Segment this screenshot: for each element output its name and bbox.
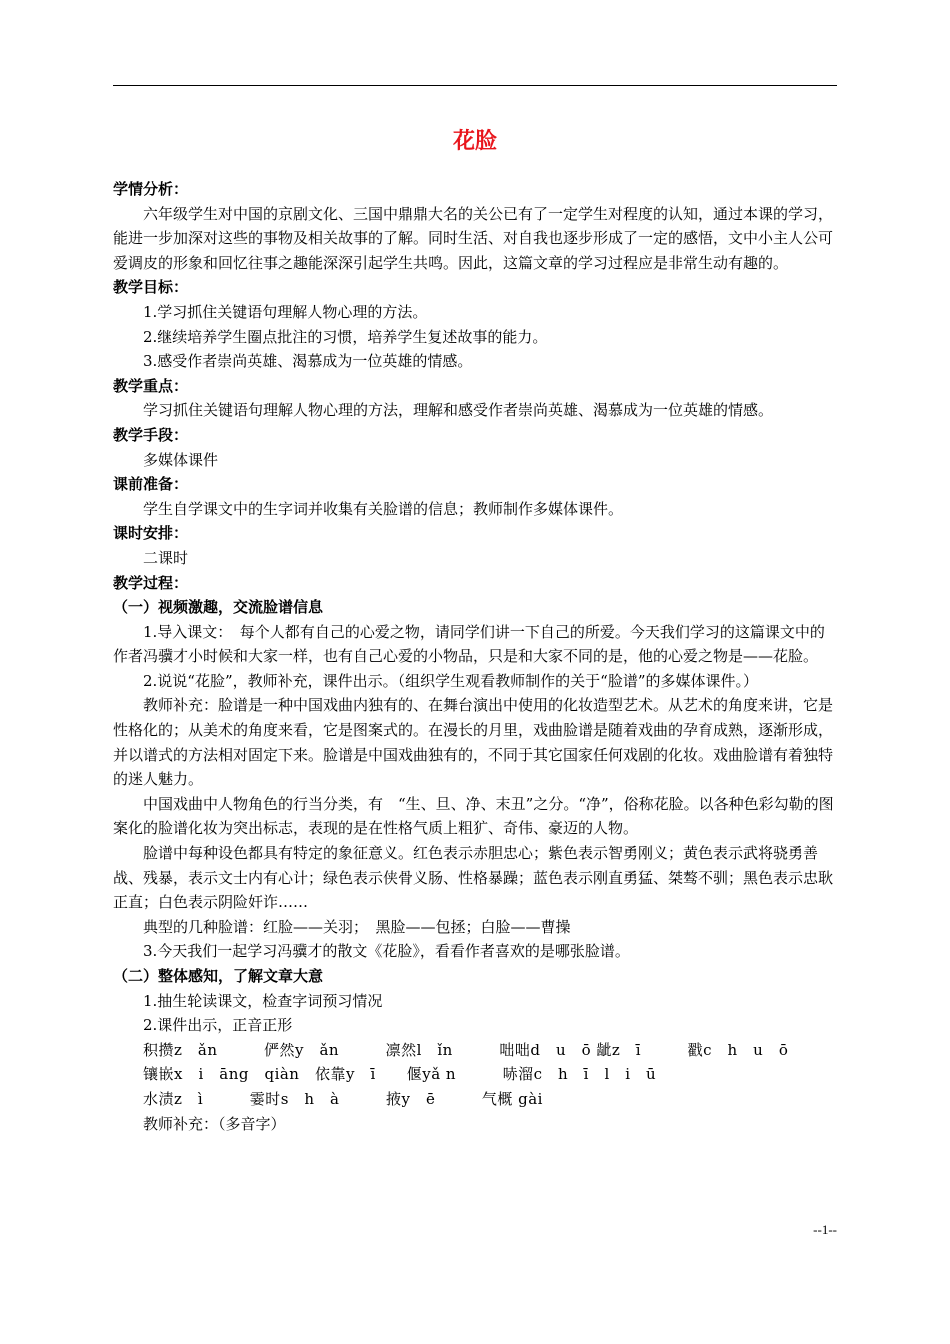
paragraph: 积攒z ǎn 俨然y ǎn 凛然l ǐn 咄咄d u ō 龇z ī 戳c h u ō: [143, 1040, 789, 1059]
paragraph: 3.今天我们一起学习冯骥才的散文《花脸》，看看作者喜欢的是哪张脸谱。: [143, 942, 630, 961]
paragraph: 中国戏曲中人物角色的行当分类，有 “生、旦、净、末丑”之分。“净”，俗称花脸。以各种色彩勾勒的图案化的脸谱化妆为突出标志，表现的是在性格气质上粗犷、奇伟、豪迈的人物。: [113, 794, 834, 838]
paragraph: 镶嵌x i āng qiàn 依靠y ī 偃yǎ n 哧溜c h ī l i ū: [143, 1065, 657, 1084]
paragraph: 水渍z ì 霎时s h à 掖y ē 气概 gài: [143, 1089, 543, 1108]
paragraph: 2.说说“花脸”，教师补充，课件出示。（组织学生观看教师制作的关于“脸谱”的多媒体课件。）: [143, 671, 758, 690]
paragraph: 典型的几种脸谱：红脸——关羽； 黑脸——包拯；白脸——曹操: [143, 917, 571, 936]
paragraph: 教师补充：脸谱是一种中国戏曲内独有的、在舞台演出中使用的化妆造型艺术。从艺术的角度来讲，它是性格化的；从美术的角度来看，它是图案式的。在漫长的月里，戏曲脸谱是随着戏曲的孕育成熟，逐渐形成，并以谱式的方法相对固定下来。脸谱是中国戏曲独有的，不同于其它国家任何戏剧的化妆。戏曲脸谱有着独特的迷人魅力。: [113, 696, 834, 789]
section-heading: 教学手段：: [113, 425, 189, 444]
paragraph: 二课时: [143, 548, 189, 567]
paragraph: 多媒体课件: [143, 450, 219, 469]
section-heading: 教学目标：: [113, 278, 189, 297]
paragraph: 1.导入课文： 每个人都有自己的心爱之物，请同学们讲一下自己的所爱。今天我们学习的这篇课文中的作者冯骥才小时候和大家一样，也有自己心爱的小物品，只是和大家不同的是，他的心爱之物是——花脸。: [113, 622, 825, 666]
document-body: [113, 177, 837, 1136]
header-rule: [113, 85, 837, 86]
section-heading: （二）整体感知，了解文章大意: [113, 967, 324, 985]
paragraph: 2.课件出示，正音正形: [143, 1016, 293, 1035]
page-number: --1--: [813, 1222, 837, 1237]
paragraph: 教师补充：（多音字）: [143, 1114, 286, 1133]
section-heading: 课前准备：: [113, 475, 189, 494]
paragraph: 1.学习抓住关键语句理解人物心理的方法。: [143, 302, 428, 321]
paragraph: 学习抓住关键语句理解人物心理的方法，理解和感受作者崇尚英雄、渴慕成为一位英雄的情感。: [143, 401, 774, 420]
document-title: 花脸: [452, 129, 497, 154]
paragraph: 3.感受作者崇尚英雄、渴慕成为一位英雄的情感。: [143, 352, 473, 371]
paragraph: 脸谱中每种设色都具有特定的象征意义。红色表示赤胆忠心；紫色表示智勇刚义；黄色表示武将骁勇善战、残暴，表示文士内有心计；绿色表示侠骨义肠、性格暴躁；蓝色表示刚直勇猛、桀骜不驯；黑色表示忠耿正直；白色表示阴险奸诈……: [113, 844, 834, 912]
section-heading: 教学过程：: [113, 573, 189, 592]
paragraph: 1.抽生轮读课文，检查字词预习情况: [143, 991, 383, 1010]
section-heading: （一）视频激趣，交流脸谱信息: [113, 598, 324, 617]
section-heading: 学情分析：: [113, 180, 189, 198]
paragraph: 2.继续培养学生圈点批注的习惯，培养学生复述故事的能力。: [143, 327, 548, 346]
section-heading: 教学重点：: [113, 376, 189, 395]
paragraph: 六年级学生对中国的京剧文化、三国中鼎鼎大名的关公已有了一定学生对程度的认知，通过本课的学习，能进一步加深对这些的事物及相关故事的了解。同时生活、对自我也逐步形成了一定的感悟，文中小主人公可爱调皮的形象和回忆往事之趣能深深引起学生共鸣。因此，这篇文章的学习过程应是非常生动有趣的。: [113, 204, 834, 272]
section-heading: 课时安排：: [113, 524, 189, 543]
paragraph: 学生自学课文中的生字词并收集有关脸谱的信息；教师制作多媒体课件。: [143, 499, 624, 518]
